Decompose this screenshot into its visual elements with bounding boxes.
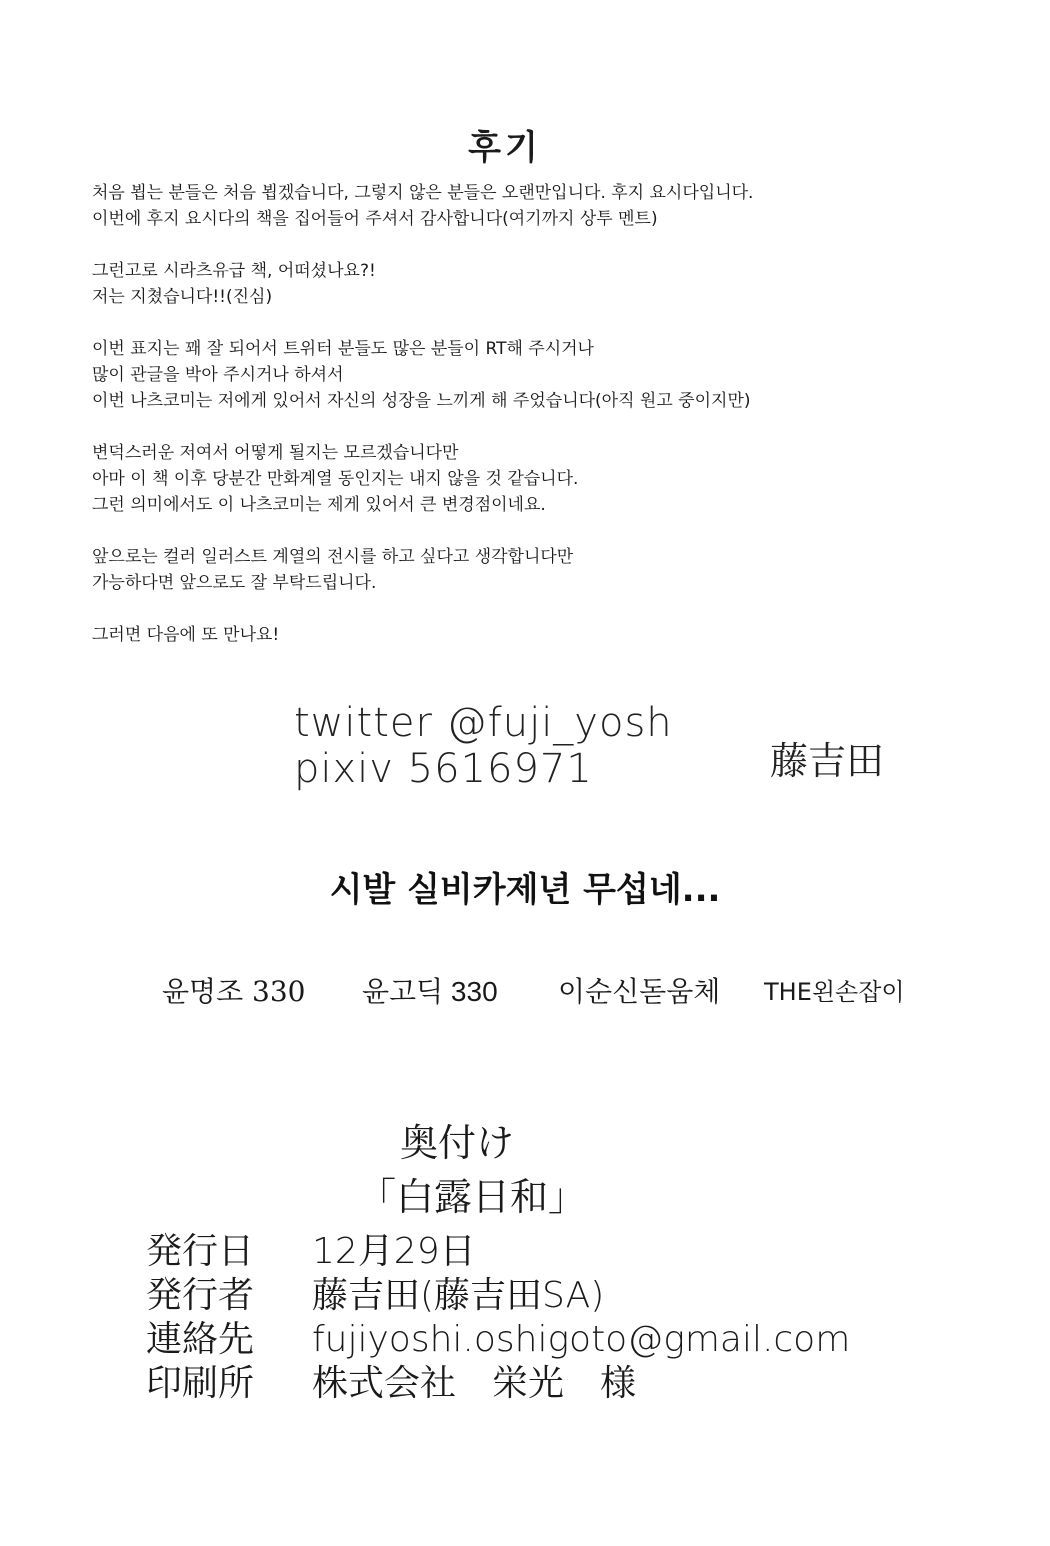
- book-title: 「白露日和」: [358, 1175, 587, 1219]
- paragraph: [92, 180, 932, 232]
- social-handles: [294, 700, 673, 792]
- text-line: 그러면 다음에 또 만나요!: [92, 625, 280, 645]
- text-line: 이번에 후지 요시다의 책을 집어들어 주셔서 감사합니다(여기까지 상투 멘트): [92, 209, 658, 229]
- colophon-value: 12月29日: [312, 1231, 476, 1272]
- colophon-row: [146, 1318, 850, 1362]
- colophon-row: [146, 1230, 850, 1274]
- text-line: 아마 이 책 이후 당분간 만화계열 동인지는 내지 않을 것 같습니다.: [92, 469, 579, 489]
- text-line: 이번 표지는 꽤 잘 되어서 트위터 분들도 많은 분들이 RT해 주시거나: [92, 339, 594, 359]
- text-line: 앞으로는 컬러 일러스트 계열의 전시를 하고 싶다고 생각합니다만: [92, 547, 574, 567]
- afterword-body: [92, 180, 932, 674]
- text-line: 그런 의미에서도 이 나츠코미는 제게 있어서 큰 변경점이네요.: [92, 495, 546, 515]
- text-line: 많이 관글을 박아 주시거나 하셔서: [92, 365, 344, 385]
- text-line: 이번 나츠코미는 저에게 있어서 자신의 성장을 느끼게 해 주었습니다(아직 원고 중이지만): [92, 391, 751, 411]
- colophon-table: [146, 1230, 850, 1406]
- font-credit: THE왼손잡이: [764, 978, 905, 1006]
- author-name: 藤吉田: [770, 739, 885, 783]
- paragraph: [92, 258, 932, 310]
- paragraph: [92, 544, 932, 596]
- page-title: 후기: [468, 128, 542, 168]
- twitter-handle: twitter @fuji_yosh: [294, 700, 673, 746]
- text-line: 저는 지쳤습니다!!(진심): [92, 287, 273, 307]
- colophon-label: 発行日: [146, 1231, 255, 1272]
- text-line: 변덕스러운 저여서 어떻게 될지는 모르겠습니다만: [92, 443, 459, 463]
- colophon-row: [146, 1362, 850, 1406]
- pixiv-id: pixiv 5616971: [294, 746, 593, 792]
- colophon-heading: 奥付け: [400, 1121, 515, 1165]
- font-credit: 윤고딕 330: [362, 976, 498, 1007]
- colophon-label: 連絡先: [146, 1319, 255, 1360]
- font-credits: [0, 970, 1050, 1010]
- contact-email: fujiyoshi.oshigoto@gmail.com: [312, 1319, 851, 1360]
- colophon-label: 発行者: [146, 1275, 255, 1316]
- text-line: 가능하다면 앞으로도 잘 부탁드립니다.: [92, 573, 377, 593]
- font-credit: 이순신돋움체: [558, 975, 721, 1008]
- colophon-value: 株式会社 栄光 様: [312, 1363, 637, 1404]
- paragraph: [92, 622, 932, 648]
- text-line: 그런고로 시라츠유급 책, 어떠셨나요?!: [92, 261, 376, 281]
- translator-note: 시발 실비카제년 무섭네...: [329, 870, 721, 910]
- text-line: 처음 뵙는 분들은 처음 뵙겠습니다, 그렇지 않은 분들은 오랜만입니다. 후지 요시다입니다.: [92, 183, 754, 203]
- colophon-row: [146, 1274, 850, 1318]
- font-credit: 윤명조 330: [162, 975, 306, 1008]
- colophon-label: 印刷所: [146, 1363, 255, 1404]
- colophon-value: 藤吉田(藤吉田SA): [312, 1275, 605, 1316]
- paragraph: [92, 440, 932, 518]
- paragraph: [92, 336, 932, 414]
